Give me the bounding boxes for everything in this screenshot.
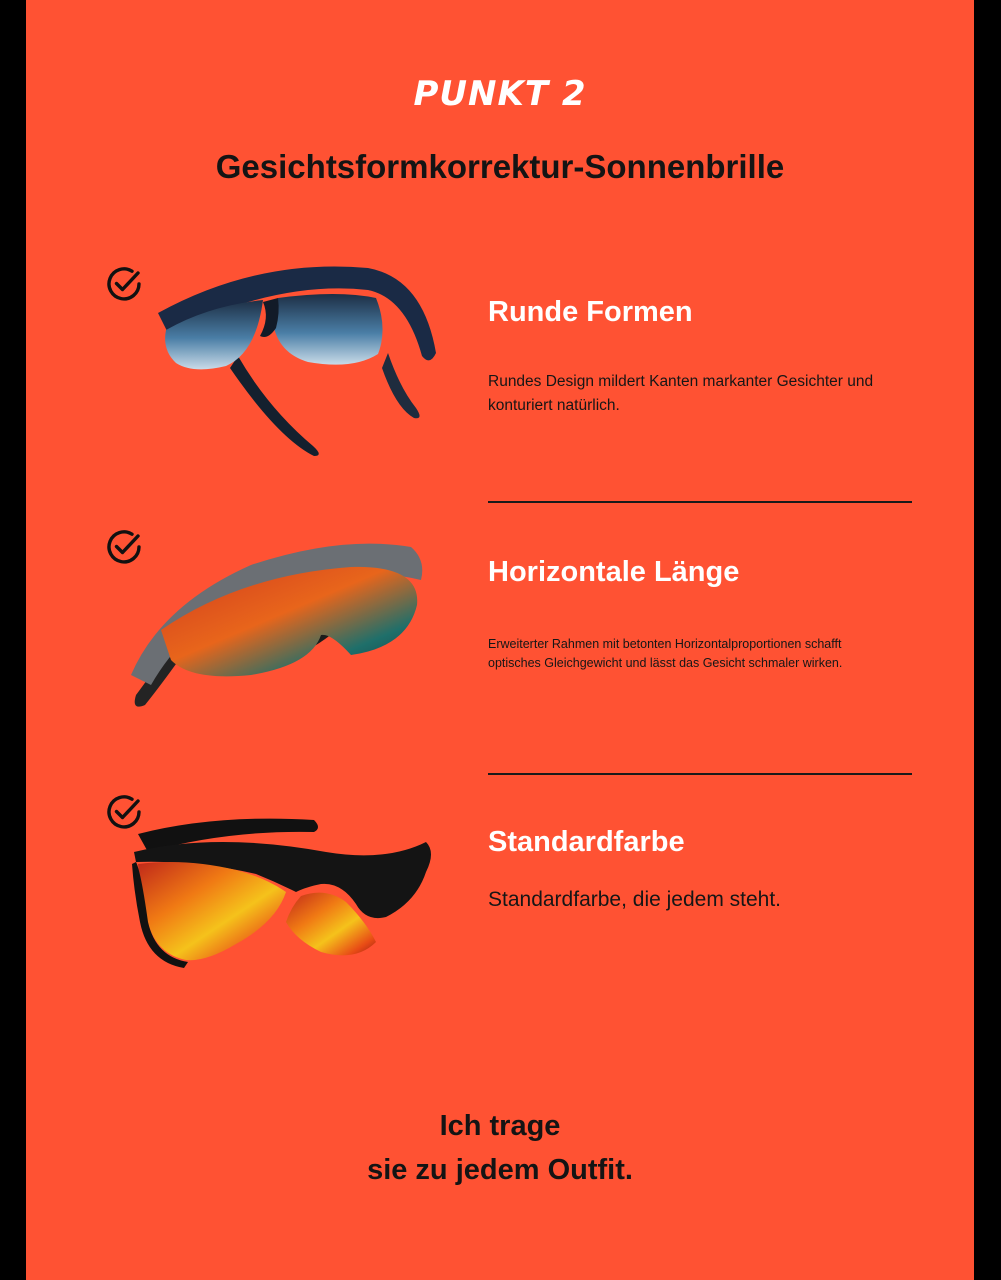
black-halfrim-mirror-sunglasses-image (126, 812, 436, 977)
divider (488, 501, 912, 503)
content-panel (26, 0, 974, 1280)
feature-title-standardfarbe: Standardfarbe (488, 826, 685, 858)
page-title: Gesichtsformkorrektur-Sonnenbrille (215, 148, 785, 185)
feature-title-runde-formen: Runde Formen (488, 296, 693, 328)
feature-description-runde-formen: Rundes Design mildert Kanten markanter Gesichter und konturiert natürlich. (488, 373, 874, 414)
closing-line-1: Ich trage (439, 1110, 561, 1142)
section-kicker: PUNKT 2 (413, 74, 587, 114)
grey-shield-mirror-sunglasses-image (121, 535, 431, 720)
blue-sport-sunglasses-image (138, 258, 438, 463)
feature-description-standardfarbe: Standardfarbe, die jedem steht. (488, 888, 782, 911)
divider (488, 773, 912, 775)
feature-title-horizontale-laenge: Horizontale Länge (488, 556, 740, 588)
feature-description-horizontale-laenge: Erweiterter Rahmen mit betonten Horizontalproportionen schafft optisches Gleichgewicht und lässt das Gesicht schmaler wirken. (488, 637, 843, 670)
closing-line-2: sie zu jedem Outfit. (367, 1154, 633, 1186)
